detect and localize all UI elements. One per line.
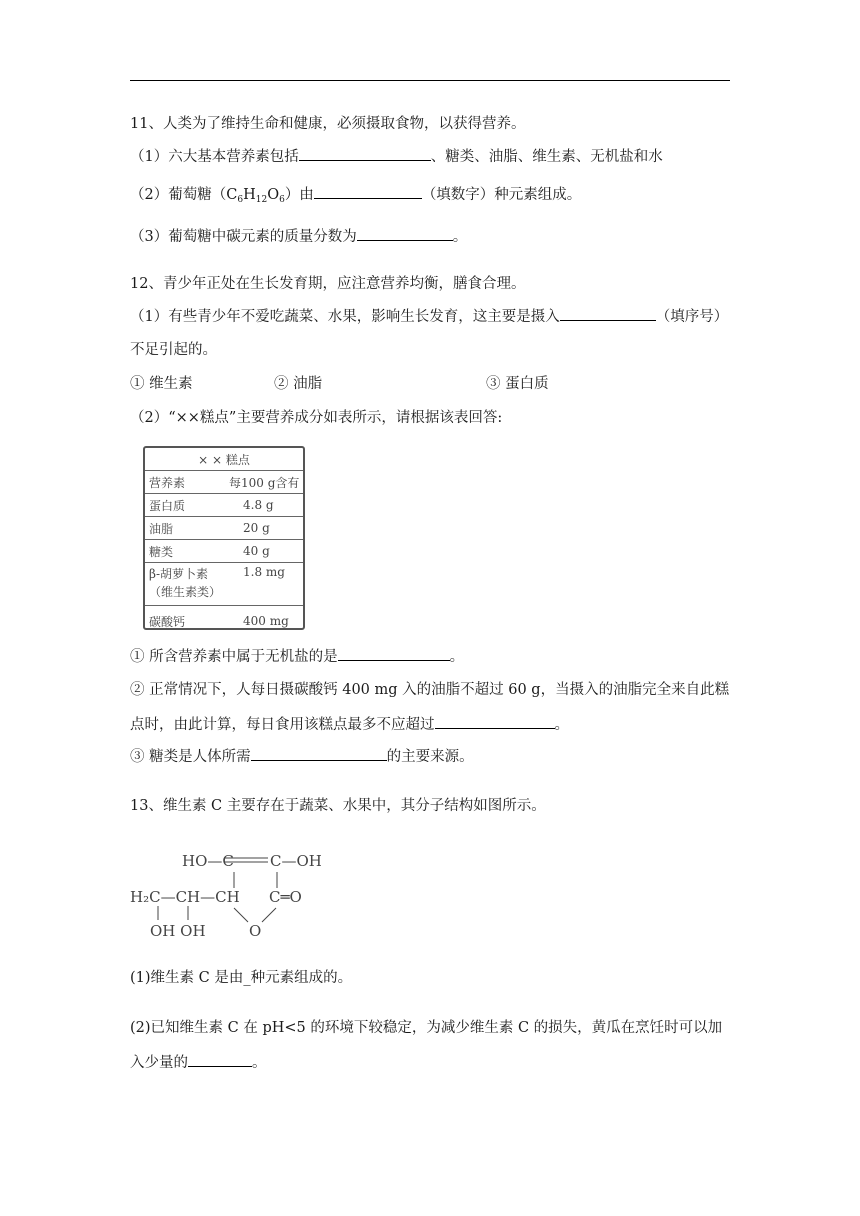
table-row: 糖类 40 g: [145, 539, 303, 562]
q11-blank1[interactable]: [299, 146, 431, 161]
table-row: 蛋白质 4.8 g: [145, 493, 303, 516]
q11-part3: （3）葡萄糖中碳元素的质量分数为 。: [130, 226, 467, 247]
q13-blank1[interactable]: [188, 1052, 252, 1067]
table-row: β-胡萝卜素 （维生素类） 1.8 mg: [145, 562, 303, 605]
table-row: 油脂 20 g: [145, 516, 303, 539]
q11-part2: （2）葡萄糖$(C_6H_{12}O_6)$由 （填数字）种元素组成。: [130, 184, 581, 205]
q12-stem: 12、青少年正处在生长发育期，应注意营养均衡，膳食合理。: [130, 276, 526, 292]
option-3[interactable]: ③ 蛋白质: [486, 376, 549, 392]
q12-blank3[interactable]: [435, 714, 555, 729]
option-1[interactable]: ① 维生素: [130, 376, 193, 392]
header-rule: [130, 80, 730, 81]
q12-sub2-line1: ② 正常情况下，人每日摄碳酸钙 400 mg 入的油脂不超过 60 g，当摄入的油脂完全来自此糕: [130, 682, 730, 698]
q13-part2-line1: (2)已知维生素 C 在 pH<5 的环境下较稳定，为减少维生素 C 的损失，黄瓜在烹饪时可以加: [130, 1020, 723, 1036]
q12-part2: （2）“××糕点”主要营养成分如表所示，请根据该表回答:: [130, 410, 503, 426]
q13-part2-line2: 入少量的 。: [130, 1052, 267, 1073]
q12-sub1: ① 所含营养素中属于无机盐的是 。: [130, 646, 464, 667]
vitamin-c-structure: [128, 846, 338, 946]
q12-sub2-line2: 点时，由此计算，每日食用该糕点最多不应超过 。: [130, 714, 569, 735]
table-row: 碳酸钙 400 mg: [145, 605, 303, 636]
q13-part1: (1)维生素 C 是由_种元素组成的。: [130, 970, 353, 986]
q12-sub3: ③ 糖类是人体所需 的主要来源。: [130, 746, 474, 767]
label-ring-o: O: [249, 922, 262, 940]
q13-stem: 13、维生素 C 主要存在于蔬菜、水果中，其分子结构如图所示。: [130, 798, 546, 814]
label-c-o: C═O: [269, 888, 302, 906]
option-2[interactable]: ② 油脂: [274, 376, 323, 392]
label-c-oh: C—OH: [270, 852, 322, 870]
nutrition-table: [143, 446, 305, 630]
q11-blank2[interactable]: [314, 184, 422, 199]
q12-part1-cont: 不足引起的。: [130, 342, 217, 358]
q11-stem: 11、人类为了维持生命和健康，必须摄取食物，以获得营养。: [130, 116, 526, 132]
glucose-formula: $C_6H_{12}O_6$: [226, 187, 285, 205]
q11-blank3[interactable]: [357, 226, 453, 241]
q12-part1: （1）有些青少年不爱吃蔬菜、水果，影响生长发育，这主要是摄入 （填序号）: [130, 306, 728, 327]
label-ho-c: HO—C: [182, 852, 234, 870]
q12-blank1[interactable]: [560, 306, 656, 321]
table-title: × × 糕点: [198, 453, 250, 467]
q11-part1: （1）六大基本营养素包括 、糖类、油脂、维生素、无机盐和水: [130, 146, 663, 167]
q12-blank2[interactable]: [338, 646, 450, 661]
label-h2c-ch-ch: H₂C—CH—CH: [130, 888, 240, 906]
q12-blank4[interactable]: [251, 746, 387, 761]
table-header-row: 营养素 每100 g含有: [145, 470, 303, 493]
label-oh-oh: OH OH: [150, 922, 206, 940]
